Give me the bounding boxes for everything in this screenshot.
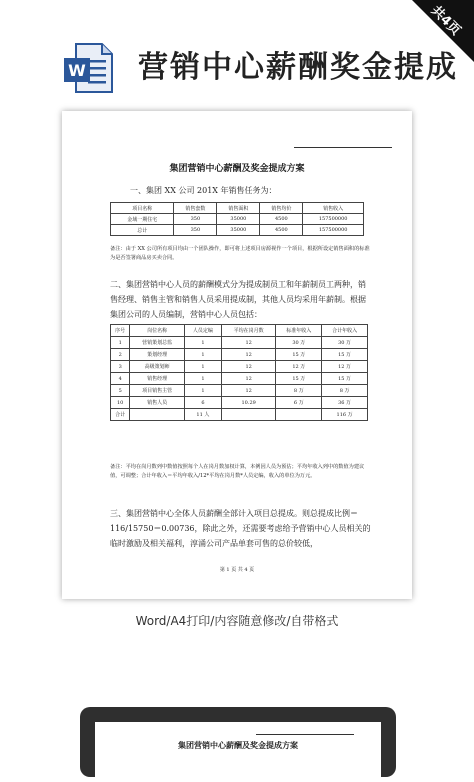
staffing-table <box>110 324 368 421</box>
table-header-row <box>111 203 364 214</box>
table-cell: 12 万 <box>276 361 322 373</box>
table-cell: 4500 <box>260 214 303 225</box>
section-1-heading: 一、集团 XX 公司 201X 年销售任务为： <box>130 186 277 195</box>
table-cell: 1 <box>184 337 221 349</box>
table-cell: 3 <box>111 361 130 373</box>
table-header: 标准年收入 <box>276 325 322 337</box>
table-cell: 销售人员 <box>130 397 185 409</box>
table-cell: 销售经理 <box>130 373 185 385</box>
table-cell <box>276 409 322 421</box>
svg-text:W: W <box>68 61 86 80</box>
word-file-icon <box>62 42 114 94</box>
sales-target-table <box>110 202 364 236</box>
table-cell: 4500 <box>260 225 303 236</box>
table-cell: 1 <box>111 337 130 349</box>
table-cell: 5 <box>111 385 130 397</box>
table-cell: 2 <box>111 349 130 361</box>
table-cell: 总计 <box>111 225 174 236</box>
table-cell: 11 人 <box>184 409 221 421</box>
tagline: Word/A4打印/内容随意修改/自带格式 <box>135 614 339 628</box>
table-row <box>111 214 364 225</box>
table-cell: 15 万 <box>322 373 368 385</box>
table-header: 销售收入 <box>303 203 364 214</box>
table-cell: 12 <box>221 361 276 373</box>
table-cell: 35000 <box>217 214 260 225</box>
note-2: 备注：平均在岗月数列中数值按照每个人在岗月数加权计算，本例因人员为预估；平均年收入列中的数值为建议值，可调整；合计年收入＝平均年收入/12*平均在岗月数*人员定编，收入的单位为万元。 <box>110 464 365 479</box>
preview-title: 集团营销中心薪酬及奖金提成方案 <box>178 740 298 750</box>
table-cell: 12 <box>221 349 276 361</box>
preview-header-rule <box>256 734 354 735</box>
table-row <box>111 409 368 421</box>
table-cell: 30 万 <box>322 337 368 349</box>
table-header: 销售均价 <box>260 203 303 214</box>
table-cell: 15 万 <box>276 349 322 361</box>
table-cell: 350 <box>174 225 217 236</box>
table-cell: 10.29 <box>221 397 276 409</box>
table-row <box>111 361 368 373</box>
table-header: 合计年收入 <box>322 325 368 337</box>
table-cell: 157500000 <box>303 214 364 225</box>
doc-title: 营销中心薪酬奖金提成 <box>138 50 458 85</box>
table-header: 人员定编 <box>184 325 221 337</box>
table-cell: 4 <box>111 373 130 385</box>
table-cell: 12 万 <box>322 361 368 373</box>
section-3-paragraph: 三、集团营销中心全体人员薪酬全部计入项目总提成。则总提成比例＝116/15750＝0.00736，除此之外，还需要考虑给予营销中心人员相关的临时激励及相关福利，淳涌公司产品单套可售的总价较低， <box>110 509 371 548</box>
table-cell: 1 <box>184 349 221 361</box>
table-header: 项目名称 <box>111 203 174 214</box>
table-cell <box>221 409 276 421</box>
page-title: 集团营销中心薪酬及奖金提成方案 <box>169 164 305 174</box>
table-header: 岗位名称 <box>130 325 185 337</box>
table-header: 销售面积 <box>217 203 260 214</box>
table-cell: 6 <box>184 397 221 409</box>
table-cell: 15 万 <box>322 349 368 361</box>
table-cell: 营销策划总监 <box>130 337 185 349</box>
table-cell: 12 <box>221 373 276 385</box>
table-row <box>111 397 368 409</box>
table-cell: 1 <box>184 373 221 385</box>
table-row <box>111 373 368 385</box>
table-cell: 12 <box>221 385 276 397</box>
table-cell: 高级策划师 <box>130 361 185 373</box>
table-cell: 36 万 <box>322 397 368 409</box>
table-row <box>111 349 368 361</box>
table-cell: 1 <box>184 385 221 397</box>
table-cell: 35000 <box>217 225 260 236</box>
table-cell: 15 万 <box>276 373 322 385</box>
table-cell: 6 万 <box>276 397 322 409</box>
table-cell: 策划经理 <box>130 349 185 361</box>
table-row <box>111 337 368 349</box>
note-1: 备注：由于 XX 公司所有项目均由一个团队操作，即可将上述项目房源视作一个项目，根据所设定销售面积的标准为是否签署商品房买卖合同。 <box>110 246 370 261</box>
table-cell: 金域一期住宅 <box>111 214 174 225</box>
table-cell: 10 <box>111 397 130 409</box>
table-header: 销售套数 <box>174 203 217 214</box>
table-cell: 项目销售主管 <box>130 385 185 397</box>
preview-paper <box>95 722 381 782</box>
table-row <box>111 225 364 236</box>
table-header: 序号 <box>111 325 130 337</box>
section-2-paragraph: 二、集团营销中心人员的薪酬模式分为提成制员工和年薪制员工两种，销售经理、销售主管和销售人员采用提成制，其他人员均采用年薪制。根据集团公司的人员编制，营销中心人员包括： <box>110 280 366 319</box>
header-rule <box>294 147 392 148</box>
table-cell: 8 万 <box>322 385 368 397</box>
table-row <box>111 385 368 397</box>
table-header: 平均在岗月数 <box>221 325 276 337</box>
table-cell: 1 <box>184 361 221 373</box>
table-header-row <box>111 325 368 337</box>
page-footer: 第 1 页 共 4 页 <box>219 567 255 573</box>
table-cell: 8 万 <box>276 385 322 397</box>
table-cell: 116 万 <box>322 409 368 421</box>
table-cell: 157500000 <box>303 225 364 236</box>
table-cell: 350 <box>174 214 217 225</box>
table-cell: 30 万 <box>276 337 322 349</box>
document-page <box>62 111 412 599</box>
page-count-text: 共4页 <box>427 3 464 39</box>
table-cell <box>130 409 185 421</box>
table-cell: 合计 <box>111 409 130 421</box>
table-cell: 12 <box>221 337 276 349</box>
